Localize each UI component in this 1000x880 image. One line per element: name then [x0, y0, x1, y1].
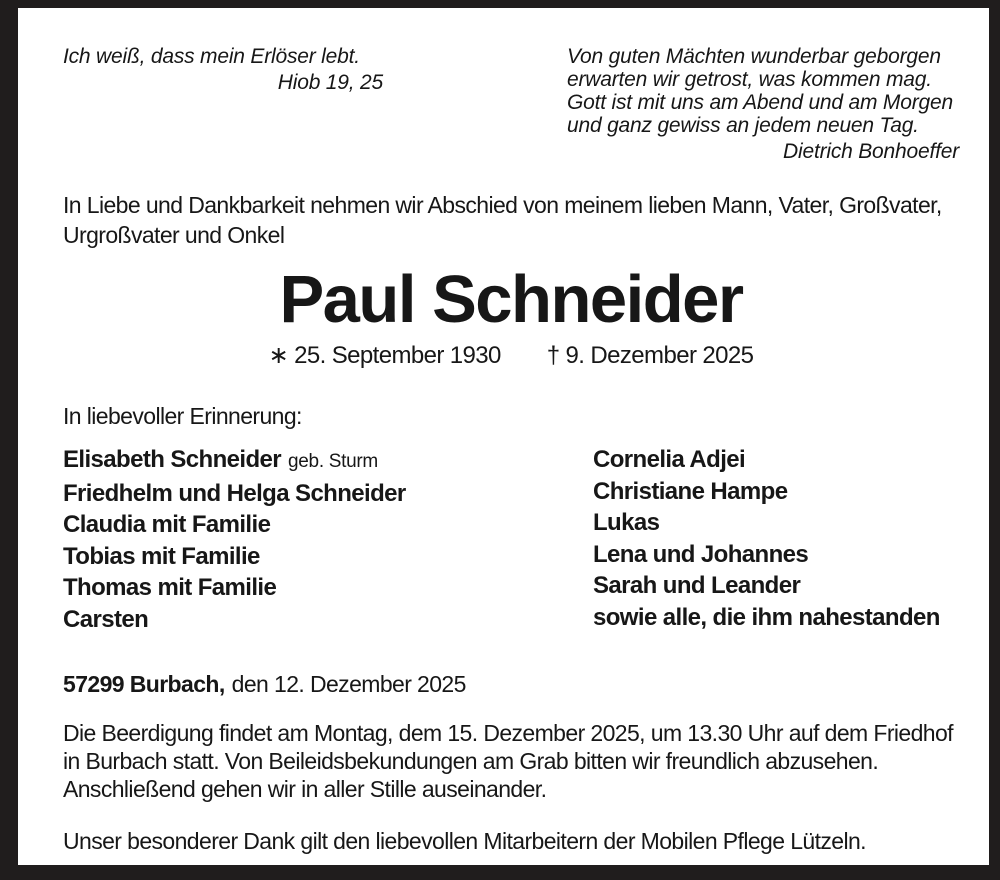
- mourner-row: [593, 444, 959, 476]
- mourner-row: [63, 572, 593, 604]
- mourner-row: [63, 444, 593, 478]
- place-date-line: [63, 671, 959, 698]
- mourner-name: Lukas: [593, 509, 660, 536]
- mourner-name: Sarah und Leander: [593, 572, 801, 599]
- birth-date-group: [269, 342, 501, 369]
- mourners-right-column: [593, 444, 959, 635]
- mourner-row: [593, 602, 959, 634]
- date-text: den 12. Dezember 2025: [231, 671, 466, 697]
- funeral-line-3: Anschließend gehen wir in aller Stille auseinander.: [63, 776, 547, 802]
- mourner-name: Cornelia Adjei: [593, 446, 746, 473]
- mourner-name: Claudia mit Familie: [63, 511, 271, 538]
- left-quote-text: Ich weiß, dass mein Erlöser lebt.: [63, 45, 360, 68]
- left-quote-source: Hiob 19, 25: [277, 71, 383, 94]
- mourners-list: [63, 444, 959, 635]
- right-quote-block: [567, 45, 959, 163]
- intro-line-2: Urgroßvater und Onkel: [63, 222, 285, 248]
- mourner-row: [593, 539, 959, 571]
- obituary-content: [18, 8, 989, 855]
- mourner-name: Carsten: [63, 605, 149, 633]
- mourner-row: [63, 478, 593, 510]
- mourner-row: [593, 507, 959, 539]
- right-quote-line-2: erwarten wir getrost, was kommen mag.: [567, 68, 932, 91]
- intro-text: [63, 190, 959, 250]
- birth-date: 25. September 1930: [294, 342, 501, 369]
- funeral-line-1: Die Beerdigung findet am Montag, dem 15. Dezember 2025, um 13.30 Uhr auf dem Friedhof: [63, 720, 953, 746]
- mourner-name: Thomas mit Familie: [63, 574, 277, 601]
- remembrance-heading: In liebevoller Erinnerung:: [63, 403, 302, 429]
- deceased-name: Paul Schneider: [279, 262, 743, 337]
- right-quote-line-4: und ganz gewiss an jedem neuen Tag.: [567, 114, 919, 137]
- mourner-name: Friedhelm und Helga Schneider: [63, 479, 406, 507]
- death-date-group: [547, 342, 754, 369]
- funeral-info-paragraph: [63, 719, 959, 803]
- birth-star-symbol: ∗: [268, 342, 289, 369]
- mourner-suffix: geb. Sturm: [288, 451, 378, 472]
- mourner-name: Christiane Hampe: [593, 477, 788, 505]
- mourner-row: [63, 541, 593, 573]
- birth-death-dates: [63, 342, 959, 370]
- right-quote-line-3: Gott ist mit uns am Abend und am Morgen: [567, 91, 953, 114]
- thanks-line: Unser besonderer Dank gilt den liebevollen Mitarbeitern der Mobilen Pflege Lützeln.: [63, 828, 866, 854]
- death-cross-symbol: †: [546, 342, 560, 369]
- right-quote-line-1: Von guten Mächten wunderbar geborgen: [567, 45, 941, 68]
- mourners-left-column: [63, 444, 593, 635]
- mourner-name: Lena und Johannes: [593, 540, 809, 568]
- left-quote-block: [63, 45, 393, 95]
- mourner-name: Elisabeth Schneider: [63, 446, 282, 473]
- quotes-row: [63, 45, 959, 163]
- mourner-row: [63, 604, 593, 636]
- mourner-row: [593, 476, 959, 508]
- right-quote-author: Dietrich Bonhoeffer: [783, 140, 959, 163]
- mourner-row: [63, 509, 593, 541]
- mourner-row: [593, 570, 959, 602]
- intro-line-1: In Liebe und Dankbarkeit nehmen wir Abschied von meinem lieben Mann, Vater, Großvater,: [63, 192, 942, 218]
- death-date: 9. Dezember 2025: [565, 342, 754, 369]
- funeral-line-2: in Burbach statt. Von Beileidsbekundungen am Grab bitten wir freundlich abzusehen.: [63, 748, 879, 774]
- mourner-name: Tobias mit Familie: [63, 542, 260, 570]
- mourner-name: sowie alle, die ihm nahestanden: [593, 603, 940, 631]
- place-label: 57299 Burbach,: [63, 671, 225, 697]
